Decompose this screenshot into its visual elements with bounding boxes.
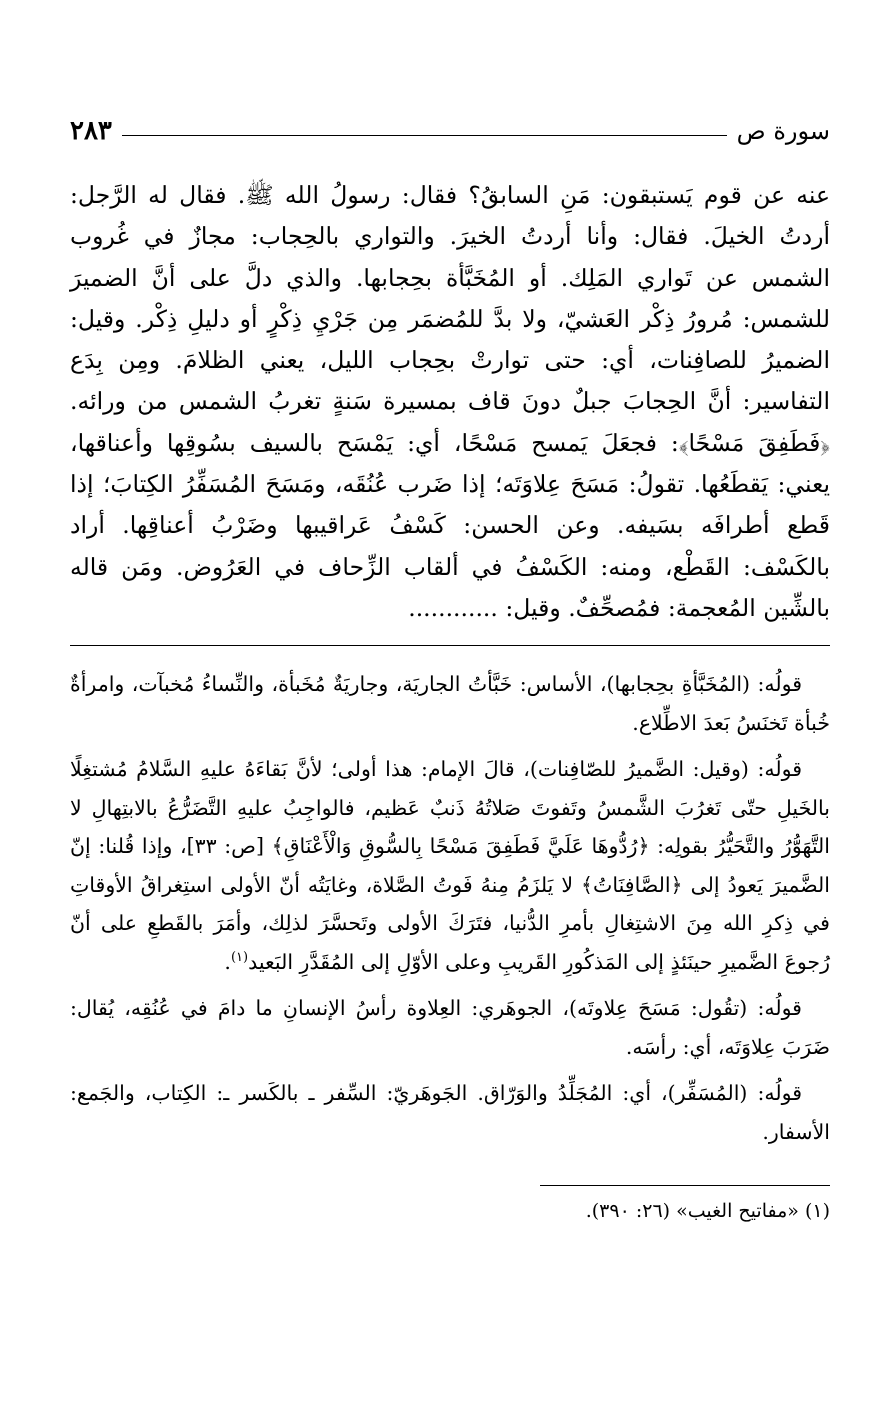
commentary — [70, 665, 830, 1159]
main-text — [70, 175, 830, 629]
page-number: ٢٨٣ — [70, 116, 112, 146]
text-divider — [70, 645, 830, 646]
running-head — [70, 110, 830, 152]
commentary-item: قولُه: (المُخَبَّأةِ بحِجابها)، الأساس: خَبَّأتُ الجاريَة، وجاريَةٌ مُخَبأة، والنِّساءُ مُخبآت، وامرأةٌ خُبأة تَخنَسُ بَعدَ الاطِّلاع. — [70, 672, 830, 735]
header-rule — [122, 135, 727, 136]
page — [70, 110, 830, 1340]
footnote: (١) «مفاتيح الغيب» (٢٦: ٣٩٠). — [585, 1200, 830, 1222]
surah-title: سورة ص — [736, 117, 830, 145]
main-paragraph: عنه عن قوم يَستبقون: مَنِ السابقُ؟ فقال: رسولُ الله ﷺ. فقال له الرَّجل: أردتُ الخيلَ. فقال: وأنا أردتُ الخيرَ. والتواري بالحِجاب: مجازٌ في غُروب الشمس عن تَواري المَلِك. أو المُخَبَّأة بحِجابها. والذي دلَّ على أنَّ الضميرَ للشمس: مُرورُ ذِكْر العَشيّ، ولا بدَّ للمُضمَر مِن جَرْيِ ذِكْرٍ أو دليلِ ذِكْر. وقيل: الضميرُ للصافِنات، أي: حتى توارتْ بحِجاب الليل، يعني الظلامَ. ومِن بِدَع التفاسير: أنَّ الحِجابَ جبلٌ دونَ قاف بمسيرة سَنةٍ تغربُ الشمس من ورائه. ﴿فَطَفِقَ مَسْحًا﴾: فجعَلَ يَمسح مَسْحًا، أي: يَمْسَح بالسيف بسُوقِها وأعناقها، يعني: يَقطَعُها. تقولُ: مَسَحَ عِلاوَتَه؛ إذا ضَرب عُنُقَه، ومَسَحَ المُسَفِّرُ الكِتابَ؛ إذا قَطع أطرافَه بسَيفه. وعن الحسن: كَسْفُ عَراقيبها وضَرْبُ أعناقِها. أراد بالكَسْف: القَطْع، ومنه: الكَسْفُ في ألقاب الزِّحاف في العَرُوض. ومَن قاله بالشِّين المُعجمة: فمُصحِّفٌ. وقيل: ............ — [70, 181, 830, 622]
commentary-item: قولُه: (المُسَفِّر)، أي: المُجَلِّدُ والوَرّاق. الجَوهَريّ: السِّفر ـ بالكَسر ـ: الكِتاب، والجَمع: الأسفار. — [70, 1081, 830, 1144]
footnote-rule — [540, 1185, 830, 1186]
commentary-item: قولُه: (وقيل: الضَّميرُ للصّافِنات)، قالَ الإمام: هذا أولى؛ لأنَّ بَقاءَهُ عليهِ السَّلامُ مُشتغِلًا بالخَيلِ حتّى تَغرُبَ الشَّمسُ وتَفوتَ صَلاتُهُ ذَنبٌ عَظيم، فالواجِبُ عليهِ التَّضَرُّعُ بالابتِهالِ لا التَّهَوُّرُ والتَّحَيُّرُ بقولِه: ﴿رُدُّوهَا عَلَيَّ فَطَفِقَ مَسْحًا بِالسُّوقِ وَالْأَعْنَاقِ﴾ [ص: ٣٣]، وإذا قُلنا: إنّ الضَّميرَ يَعودُ إلى ﴿الصَّافِنَاتُ﴾ لا يَلزَمُ مِنهُ فَوتُ الصَّلاة، وغايَتُه أنّ الأولى استِغراقُ الأوقاتِ في ذِكرِ الله مِنَ الاشتِغالِ بأمرِ الدُّنيا، فتَرَكَ الأولى وتَحسَّرَ لذلِك، وأمَرَ بالقَطعِ على أنّ رُجوعَ الضَّميرِ حينَئذٍ إلى المَذكُورِ القَريبِ وعلى الأوّلِ إلى المُقَدَّرِ البَعيد$^{(١)}$. — [70, 757, 830, 974]
commentary-item: قولُه: (تقُول: مَسَحَ عِلاوتَه)، الجوهَري: العِلاوة رأسُ الإنسانِ ما دامَ في عُنُقِه، يُقال: ضَرَبَ عِلاوَتَه، أي: رأسَه. — [70, 996, 830, 1059]
footnote-marker: (١) — [230, 949, 249, 965]
